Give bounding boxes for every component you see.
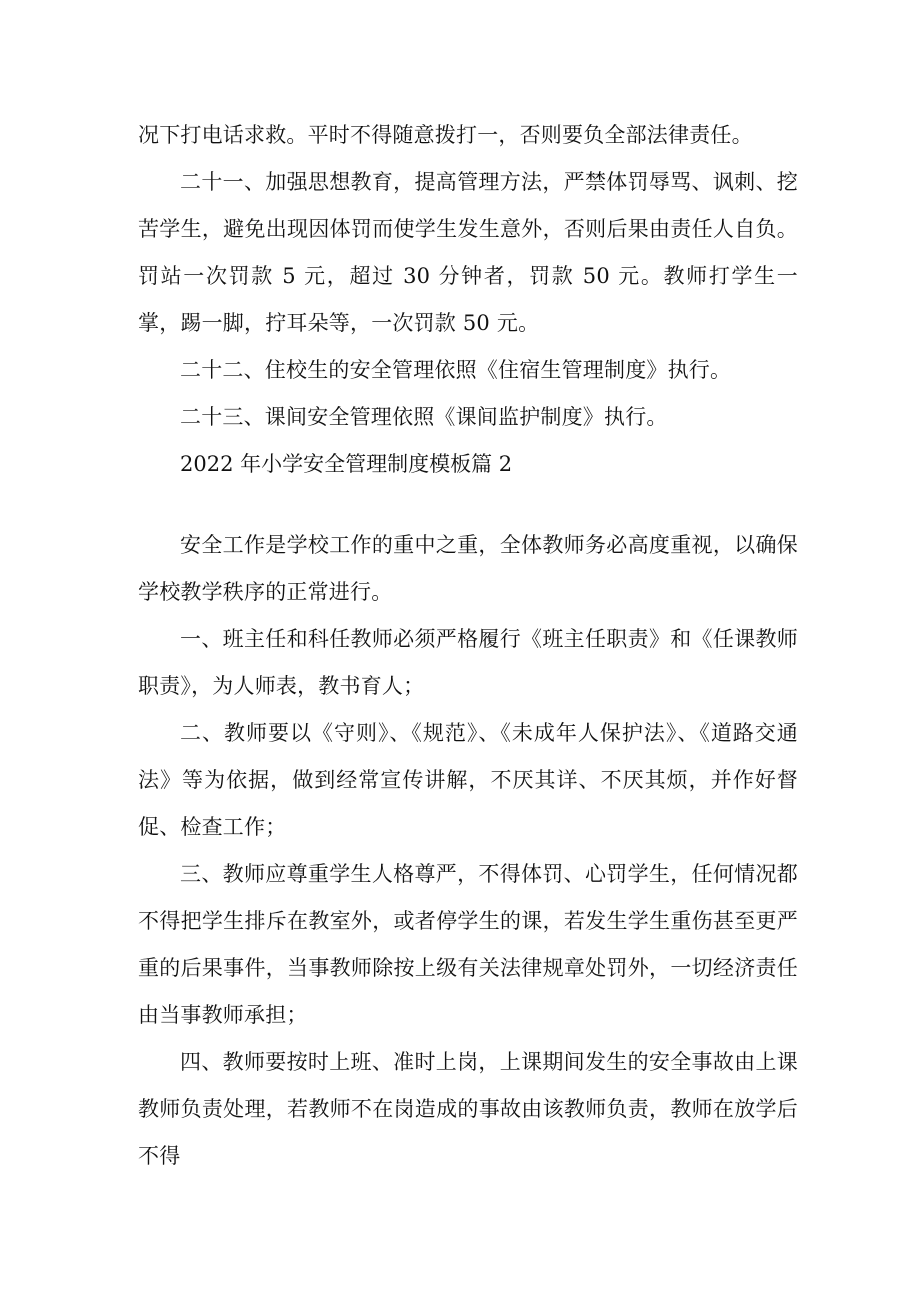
section-title: 2022 年小学安全管理制度模板篇 2 [180, 452, 513, 476]
document-body [138, 112, 798, 1180]
paragraph-intro: 安全工作是学校工作的重中之重，全体教师务必高度重视，以确保学校教学秩序的正常进行。 [138, 533, 798, 604]
paragraph-item-3: 三、教师应尊重学生人格尊严，不得体罚、心罚学生，任何情况都不得把学生排斥在教室外，或者停学生的课，若发生学生重伤甚至更严重的后果事件，当事教师除按上级有关法律规章处罚外，一切经济责任由当事教师承担； [138, 862, 798, 1027]
section-spacer [138, 488, 798, 522]
paragraph-item-23: 二十三、课间安全管理依照《课间监护制度》执行。 [180, 405, 668, 429]
paragraph-item-4: 四、教师要按时上班、准时上岗，上课期间发生的安全事故由上课教师负责处理，若教师不在岗造成的事故由该教师负责，教师在放学后不得 [138, 1050, 798, 1168]
paragraph-item-2: 二、教师要以《守则》、《规范》、《未成年人保护法》、《道路交通法》等为依据，做到经常宣传讲解，不厌其详、不厌其烦，并作好督促、检查工作； [138, 721, 798, 839]
paragraph-continuation: 况下打电话求救。平时不得随意拨打一，否则要负全部法律责任。 [138, 123, 753, 147]
paragraph-item-1: 一、班主任和科任教师必须严格履行《班主任职责》和《任课教师职责》，为人师表，教书育人； [138, 627, 798, 698]
paragraph-item-22: 二十二、住校生的安全管理依照《住宿生管理制度》执行。 [180, 358, 732, 382]
paragraph-item-21: 二十一、加强思想教育，提高管理方法，严禁体罚辱骂、讽刺、挖苦学生，避免出现因体罚而使学生发生意外，否则后果由责任人自负。罚站一次罚款 5 元，超过 30 分钟者，罚款 50 元。教师打学生一掌，踢一脚，拧耳朵等，一次罚款 50 元。 [138, 170, 798, 335]
